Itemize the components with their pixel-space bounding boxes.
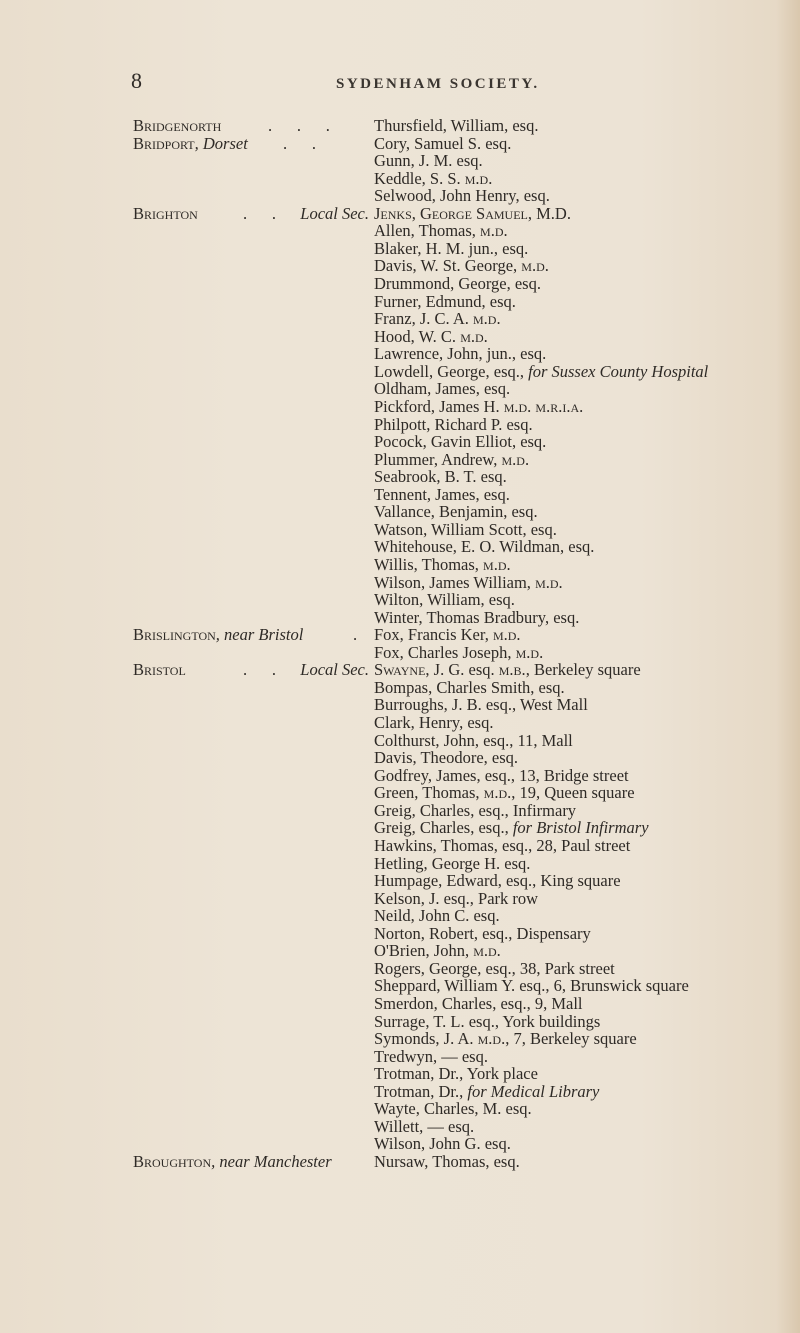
member-text: Blaker, H. M. jun., esq. bbox=[374, 238, 529, 258]
member-text: Hood, W. C. bbox=[374, 326, 461, 346]
member-entry bbox=[374, 1135, 511, 1153]
member-degree: m.d. bbox=[483, 783, 512, 803]
member-entry bbox=[374, 240, 528, 258]
member-text: Wilton, William, esq. bbox=[374, 590, 515, 610]
member-text: Tennent, James, esq. bbox=[374, 484, 510, 504]
member-text: Watson, William Scott, esq. bbox=[374, 519, 557, 539]
member-text: Surrage, T. L. esq., York buildings bbox=[374, 1011, 601, 1031]
member-text: Pickford, James H. bbox=[374, 396, 504, 416]
member-text: Sheppard, William Y. esq., 6, Brunswick square bbox=[374, 976, 689, 996]
member-entry bbox=[374, 451, 529, 469]
member-text: Franz, J. C. A. bbox=[374, 309, 473, 329]
member-entry bbox=[374, 187, 550, 205]
member-text: Fox, Francis Ker, bbox=[374, 625, 493, 645]
member-text: Green, Thomas, bbox=[374, 783, 484, 803]
place-label bbox=[133, 1153, 369, 1171]
member-entry bbox=[374, 433, 546, 451]
member-entry bbox=[374, 1100, 532, 1118]
member-entry bbox=[374, 257, 549, 275]
member-entry bbox=[374, 819, 649, 837]
member-degree: m.d. bbox=[483, 555, 511, 574]
member-text: Keddle, S. S. bbox=[374, 168, 465, 188]
member-text: Drummond, George, esq. bbox=[374, 274, 541, 294]
member-entry bbox=[374, 293, 516, 311]
page-title: SYDENHAM SOCIETY. bbox=[336, 76, 540, 92]
member-entry bbox=[374, 170, 492, 188]
member-degree: m.d. bbox=[473, 941, 501, 961]
member-text: Philpott, Richard P. esq. bbox=[374, 414, 533, 434]
member-text: Greig, Charles, esq., Infirmary bbox=[374, 800, 577, 820]
place-name: Brislington bbox=[133, 625, 216, 645]
member-entry bbox=[374, 942, 501, 960]
member-entry bbox=[374, 310, 501, 328]
member-text: Norton, Robert, esq., Dispensary bbox=[374, 923, 591, 943]
member-degree: m.d. bbox=[492, 625, 521, 645]
place-name: Bristol bbox=[133, 660, 186, 680]
member-entry bbox=[374, 609, 579, 627]
place-subtitle: , Dorset bbox=[194, 133, 248, 153]
member-entry bbox=[374, 872, 621, 890]
member-entry bbox=[374, 117, 538, 135]
member-text: O'Brien, John, bbox=[374, 941, 474, 961]
member-text: Hetling, George H. esq. bbox=[374, 853, 531, 873]
member-text: Nursaw, Thomas, esq. bbox=[374, 1152, 520, 1172]
member-entry bbox=[374, 714, 493, 732]
member-entry bbox=[374, 661, 641, 679]
member-text: Burroughs, J. B. esq., West Mall bbox=[374, 695, 588, 715]
place-label bbox=[133, 205, 369, 223]
member-text: Humpage, Edward, esq., King square bbox=[374, 871, 621, 891]
member-text: Hawkins, Thomas, esq., 28, Paul street bbox=[374, 835, 631, 855]
member-text: Allen, Thomas, bbox=[374, 221, 481, 241]
member-entry bbox=[374, 907, 500, 925]
member-text: Davis, Theodore, esq. bbox=[374, 748, 519, 768]
member-text: Trotman, Dr., bbox=[374, 1081, 468, 1101]
member-degree: m.b. bbox=[498, 660, 526, 680]
member-entry bbox=[374, 995, 583, 1013]
member-text: Wilson, John G. esq. bbox=[374, 1134, 511, 1154]
member-text: Seabrook, B. T. esq. bbox=[374, 467, 507, 487]
member-entry bbox=[374, 380, 510, 398]
member-text: , Berkeley square bbox=[525, 660, 641, 680]
member-text: Neild, John C. esq. bbox=[374, 906, 500, 926]
member-degree: m.d. bbox=[477, 1029, 506, 1049]
place-label bbox=[133, 117, 369, 135]
member-text: Greig, Charles, esq., bbox=[374, 818, 513, 838]
leader-dots: . . bbox=[243, 660, 276, 680]
member-note: for Medical Library bbox=[467, 1081, 600, 1101]
member-entry bbox=[374, 1083, 599, 1101]
member-entry bbox=[374, 732, 573, 750]
member-entry bbox=[374, 890, 538, 908]
member-entry bbox=[374, 784, 635, 802]
member-entry bbox=[374, 416, 533, 434]
page-number: 8 bbox=[131, 68, 142, 93]
place-name: Bridgenorth bbox=[133, 116, 222, 135]
member-degree: m.d. bbox=[473, 309, 501, 329]
member-text: , 19, Queen square bbox=[511, 783, 635, 803]
member-entry bbox=[374, 855, 530, 873]
member-entry bbox=[374, 205, 571, 223]
member-text: Godfrey, James, esq., 13, Bridge street bbox=[374, 765, 629, 785]
member-degree: m.d. m.r.i.a. bbox=[503, 396, 584, 416]
member-text: Lawrence, John, jun., esq. bbox=[374, 344, 547, 364]
member-entry bbox=[374, 574, 563, 592]
member-entry bbox=[374, 556, 511, 574]
member-degree: Swayne bbox=[374, 660, 426, 680]
member-entry bbox=[374, 363, 708, 381]
member-text: Furner, Edmund, esq. bbox=[374, 291, 516, 311]
member-entry bbox=[374, 345, 546, 363]
member-note: for Sussex County Hospital bbox=[528, 361, 709, 381]
member-entry bbox=[374, 1048, 488, 1066]
member-entry bbox=[374, 468, 507, 486]
leader-dots: . . bbox=[283, 133, 316, 153]
member-text: Thursfield, William, esq. bbox=[374, 116, 539, 135]
member-entry bbox=[374, 328, 488, 346]
member-text: Tredwyn, — esq. bbox=[374, 1046, 488, 1066]
member-entry bbox=[374, 486, 510, 504]
member-text: Fox, Charles Joseph, bbox=[374, 642, 516, 662]
place-name: Broughton bbox=[133, 1152, 212, 1172]
member-entry bbox=[374, 538, 594, 556]
member-degree: m.d. bbox=[460, 326, 488, 346]
member-text: Symonds, J. A. bbox=[374, 1029, 478, 1049]
leader-dots: . bbox=[353, 625, 358, 645]
member-text: Rogers, George, esq., 38, Park street bbox=[374, 958, 615, 978]
place-name: Brighton bbox=[133, 203, 198, 223]
member-entry bbox=[374, 749, 518, 767]
member-entry bbox=[374, 626, 521, 644]
member-text: Gunn, J. M. esq. bbox=[374, 151, 483, 171]
member-text: Willis, Thomas, bbox=[374, 555, 484, 574]
member-entry bbox=[374, 1030, 637, 1048]
member-entry bbox=[374, 521, 557, 539]
member-entry bbox=[374, 152, 483, 170]
member-text: , 7, Berkeley square bbox=[505, 1029, 637, 1049]
member-entry bbox=[374, 222, 508, 240]
member-entry bbox=[374, 767, 629, 785]
member-entry bbox=[374, 679, 565, 697]
member-entry bbox=[374, 1065, 538, 1083]
member-entry bbox=[374, 591, 515, 609]
member-entry bbox=[374, 960, 615, 978]
member-entry bbox=[374, 1153, 520, 1171]
member-entry bbox=[374, 644, 543, 662]
member-text: Trotman, Dr., York place bbox=[374, 1064, 538, 1084]
member-entry bbox=[374, 837, 630, 855]
member-entry bbox=[374, 696, 588, 714]
member-degree: m.d. bbox=[515, 642, 544, 662]
member-degree: m.d. bbox=[535, 572, 563, 592]
member-entry bbox=[374, 977, 689, 995]
member-entry bbox=[374, 1013, 600, 1031]
place-label bbox=[133, 661, 369, 679]
member-degree: Jenks, George Samuel, M.D. bbox=[374, 203, 571, 223]
member-entry bbox=[374, 503, 538, 521]
member-text: Selwood, John Henry, esq. bbox=[374, 186, 550, 206]
member-degree: m.d. bbox=[480, 221, 508, 241]
member-text: Vallance, Benjamin, esq. bbox=[374, 502, 538, 522]
leader-dots: . . . bbox=[268, 116, 330, 135]
member-text: Plummer, Andrew, bbox=[374, 449, 502, 469]
member-text: Kelson, J. esq., Park row bbox=[374, 888, 539, 908]
member-degree: m.d. bbox=[521, 256, 549, 276]
place-label bbox=[133, 135, 369, 153]
member-text: Davis, W. St. George, bbox=[374, 256, 522, 276]
member-text: Bompas, Charles Smith, esq. bbox=[374, 677, 565, 697]
member-text: Cory, Samuel S. esq. bbox=[374, 133, 512, 153]
member-text: Wilson, James William, bbox=[374, 572, 536, 592]
member-degree: m.d. bbox=[464, 168, 493, 188]
member-entry bbox=[374, 802, 576, 820]
place-subtitle: , near Bristol bbox=[215, 625, 304, 645]
member-text: Smerdon, Charles, esq., 9, Mall bbox=[374, 994, 583, 1013]
member-text: Clark, Henry, esq. bbox=[374, 713, 494, 733]
member-text: Lowdell, George, esq., bbox=[374, 361, 529, 381]
member-entry bbox=[374, 925, 591, 943]
member-note: for Bristol Infirmary bbox=[512, 818, 649, 838]
member-text: Whitehouse, E. O. Wildman, esq. bbox=[374, 537, 595, 557]
place-name: Bridport bbox=[133, 133, 195, 153]
member-text: , J. G. esq. bbox=[425, 660, 499, 680]
member-entry bbox=[374, 398, 583, 416]
member-text: Pocock, Gavin Elliot, esq. bbox=[374, 432, 547, 452]
place-subtitle: , near Manchester bbox=[211, 1152, 332, 1172]
member-degree: m.d. bbox=[501, 449, 530, 469]
member-entry bbox=[374, 135, 511, 153]
member-text: Willett, — esq. bbox=[374, 1116, 475, 1136]
local-secretary-label: Local Sec. bbox=[300, 203, 369, 223]
place-label bbox=[133, 626, 369, 644]
member-entry bbox=[374, 1118, 474, 1136]
member-text: Colthurst, John, esq., 11, Mall bbox=[374, 730, 573, 750]
leader-dots: . . bbox=[243, 203, 276, 223]
local-secretary-label: Local Sec. bbox=[300, 660, 369, 680]
member-text: Oldham, James, esq. bbox=[374, 379, 511, 399]
member-text: Winter, Thomas Bradbury, esq. bbox=[374, 607, 580, 627]
member-entry bbox=[374, 275, 541, 293]
member-text: Wayte, Charles, M. esq. bbox=[374, 1099, 532, 1119]
